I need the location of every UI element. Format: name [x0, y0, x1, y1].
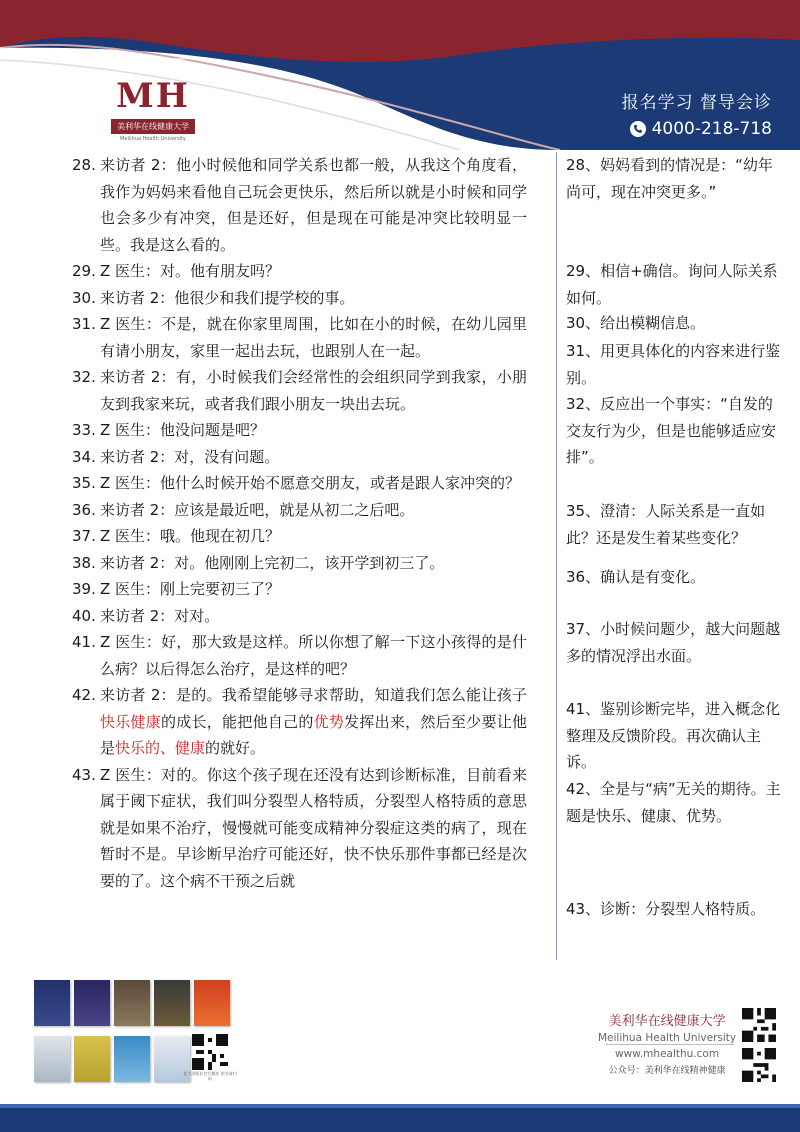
- header-contact: [622, 88, 772, 139]
- qr-code-icon[interactable]: [742, 1008, 776, 1042]
- text-segment: Z 医生：对的。你这个孩子现在还没有达到诊断标准，目前看来属于阈下症状，我们叫分裂型人格特质，分裂型人格特质的意思就是如果不治疗，慢慢就可能变成精神分裂症这类的病了，现在暂时不是。早诊断早治疗可能还好，快不快乐那件事都已经是次要的了。这个病不干预之后就: [100, 765, 527, 890]
- footer-info: [598, 1010, 736, 1076]
- dialogue-item: [72, 417, 527, 444]
- item-text: [100, 762, 527, 895]
- dialogue-item: [72, 682, 527, 762]
- item-number: 31.: [72, 315, 96, 333]
- footer-wechat: 公众号：美利华在线精神健康: [608, 1066, 726, 1076]
- annotation-note: 31、用更具体化的内容来进行鉴别。: [566, 342, 781, 387]
- text-segment: Z 医生：他没问题是吧？: [100, 421, 266, 439]
- book-cover: [114, 980, 150, 1026]
- highlight-text: 快乐健康: [100, 712, 162, 731]
- text-segment: 发挥出来，然后至少要让他是: [100, 712, 527, 757]
- item-number: 29.: [72, 262, 96, 280]
- highlight-text: 优势: [313, 712, 345, 731]
- footer-stripe: [0, 1104, 800, 1108]
- item-text: [100, 629, 527, 682]
- annotation-note: 30、给出模糊信息。: [566, 314, 706, 332]
- text-segment: Z 医生：对。他有朋友吗？: [100, 262, 281, 280]
- book-cover: [34, 1036, 70, 1082]
- column-divider: [556, 152, 557, 960]
- text-segment: 来访者 2：对对。: [100, 606, 220, 625]
- text-segment: 来访者 2：他小时候他和同学关系也都一般，从我这个角度看，我作为妈妈来看他自己玩会更快乐，然后所以就是小时候和同学也会多少有冲突，但是还好，但是现在可能是冲突比较明显一些。我是这么看的。: [100, 156, 527, 254]
- dialogue-item: [72, 470, 527, 497]
- qr-code-icon[interactable]: [742, 1048, 776, 1082]
- highlight-text: 快乐的、健康: [115, 739, 206, 757]
- item-number: 42.: [72, 686, 96, 704]
- item-number: 30.: [72, 288, 96, 307]
- text-segment: 来访者 2：他很少和我们提学校的事。: [100, 288, 355, 307]
- item-text: [100, 603, 527, 630]
- dialogue-item: [72, 285, 527, 312]
- annotation-note: 32、反应出一个事实：“自发的交友行为少，但是也能够适应安排”。: [566, 395, 777, 466]
- dialogue-item: [72, 629, 527, 682]
- book-cover: [74, 980, 110, 1026]
- item-text: [100, 311, 527, 364]
- item-number: 33.: [72, 421, 96, 439]
- item-number: 37.: [72, 527, 96, 545]
- item-text: [100, 364, 527, 417]
- text-segment: Z 医生：不是，就在你家里周围，比如在小的时候，在幼儿园里有请小朋友，家里一起出去玩，也跟别人在一起。: [100, 315, 527, 360]
- dialogue-column: [72, 152, 527, 894]
- item-text: [100, 417, 527, 444]
- phone-number: 4000-218-718: [651, 119, 772, 139]
- qr-code-icon[interactable]: [192, 1034, 228, 1070]
- item-text: [100, 444, 527, 471]
- item-text: [100, 258, 527, 285]
- logo-subtitle: Meilihua Health University: [120, 136, 186, 142]
- item-text: [100, 523, 527, 550]
- item-number: 39.: [72, 580, 96, 598]
- item-number: 43.: [72, 765, 96, 784]
- text-segment: 来访者 2：应该是最近吧，就是从初二之后吧。: [100, 500, 415, 519]
- dialogue-item: [72, 603, 527, 630]
- annotation-note: 28、妈妈看到的情况是：“幼年尚可，现在冲突更多。”: [566, 156, 773, 201]
- item-text: [100, 576, 527, 603]
- item-text: [100, 682, 527, 762]
- text-segment: 来访者 2：是的。我希望能够寻求帮助，知道我们怎么能让孩子: [100, 686, 527, 704]
- logo-mark: MH: [116, 76, 190, 116]
- text-segment: 来访者 2：对。他刚刚上完初二，该开学到初三了。: [100, 553, 445, 572]
- text-segment: 来访者 2：有，小时候我们会经常性的会组织同学到我家，小朋友到我家来玩，或者我们跟小朋友一块出去玩。: [100, 368, 527, 413]
- dialogue-item: [72, 444, 527, 471]
- footer-org-cn: 美利华在线健康大学: [608, 1014, 726, 1029]
- text-segment: Z 医生：刚上完要初三了？: [100, 580, 281, 598]
- annotation-note: 37、小时候问题少，越大问题越多的情况浮出水面。: [566, 620, 781, 665]
- item-number: 36.: [72, 500, 96, 519]
- annotation-note: 43、诊断：分裂型人格特质。: [566, 900, 766, 918]
- item-number: 28.: [72, 156, 96, 174]
- footer-divider: [606, 1044, 734, 1045]
- text-segment: Z 医生：哦。他现在初几？: [100, 527, 281, 545]
- annotation-note: 42、全是与“病”无关的期待。主题是快乐、健康、优势。: [566, 780, 781, 825]
- book-cover: [154, 980, 190, 1026]
- dialogue-item: [72, 576, 527, 603]
- dialogue-item: [72, 258, 527, 285]
- annotation-note: 29、相信+确信。询问人际关系如何。: [566, 262, 778, 307]
- text-segment: 的就好。: [205, 739, 266, 757]
- item-number: 41.: [72, 633, 96, 651]
- phone-icon: [630, 121, 646, 137]
- annotation-note: 36、确认是有变化。: [566, 568, 706, 586]
- item-text: [100, 285, 527, 312]
- text-segment: Z 医生：好，那大致是这样。所以你想了解一下这小孩得的是什么病？以后得怎么治疗，是这样的吧？: [100, 633, 527, 678]
- item-number: 34.: [72, 447, 96, 466]
- dialogue-item: [72, 550, 527, 577]
- text-segment: Z 医生：他什么时候开始不愿意交朋友，或者是跟人家冲突的？: [100, 474, 521, 492]
- dialogue-item: [72, 364, 527, 417]
- text-segment: 来访者 2：对，没有问题。: [100, 447, 280, 466]
- item-number: 38.: [72, 553, 96, 572]
- item-text: [100, 152, 527, 258]
- footer-band: [0, 1104, 800, 1132]
- item-number: 32.: [72, 368, 96, 386]
- book-cover: [74, 1036, 110, 1082]
- annotation-note: 41、鉴别诊断完毕，进入概念化整理及反馈阶段。再次确认主诉。: [566, 700, 781, 771]
- footer-website[interactable]: www.mhealthu.com: [615, 1048, 720, 1060]
- item-text: [100, 550, 527, 577]
- header-phone[interactable]: [622, 119, 772, 139]
- book-cover: [194, 980, 230, 1026]
- dialogue-item: [72, 311, 527, 364]
- dialogue-item: [72, 523, 527, 550]
- text-segment: 的成长，能把他自己的: [161, 712, 314, 731]
- logo-ribbon: 美利华在线健康大学: [111, 119, 195, 134]
- annotation-note: 35、澄清：人际关系是一直如此？还是发生着某些变化？: [566, 502, 766, 547]
- item-number: 35.: [72, 474, 96, 492]
- header-slogan: 报名学习 督导会诊: [621, 93, 772, 113]
- book-cover: [114, 1036, 150, 1082]
- book-cover: [34, 980, 70, 1026]
- dialogue-item: [72, 497, 527, 524]
- item-text: [100, 497, 527, 524]
- dialogue-item: [72, 762, 527, 895]
- dialogue-item: [72, 152, 527, 258]
- footer-org-en: Meilihua Health University: [598, 1032, 737, 1044]
- logo: [98, 78, 208, 144]
- item-number: 40.: [72, 606, 96, 625]
- qr-caption: 北大出版社官方微店 图书请扫码: [183, 1071, 237, 1081]
- item-text: [100, 470, 527, 497]
